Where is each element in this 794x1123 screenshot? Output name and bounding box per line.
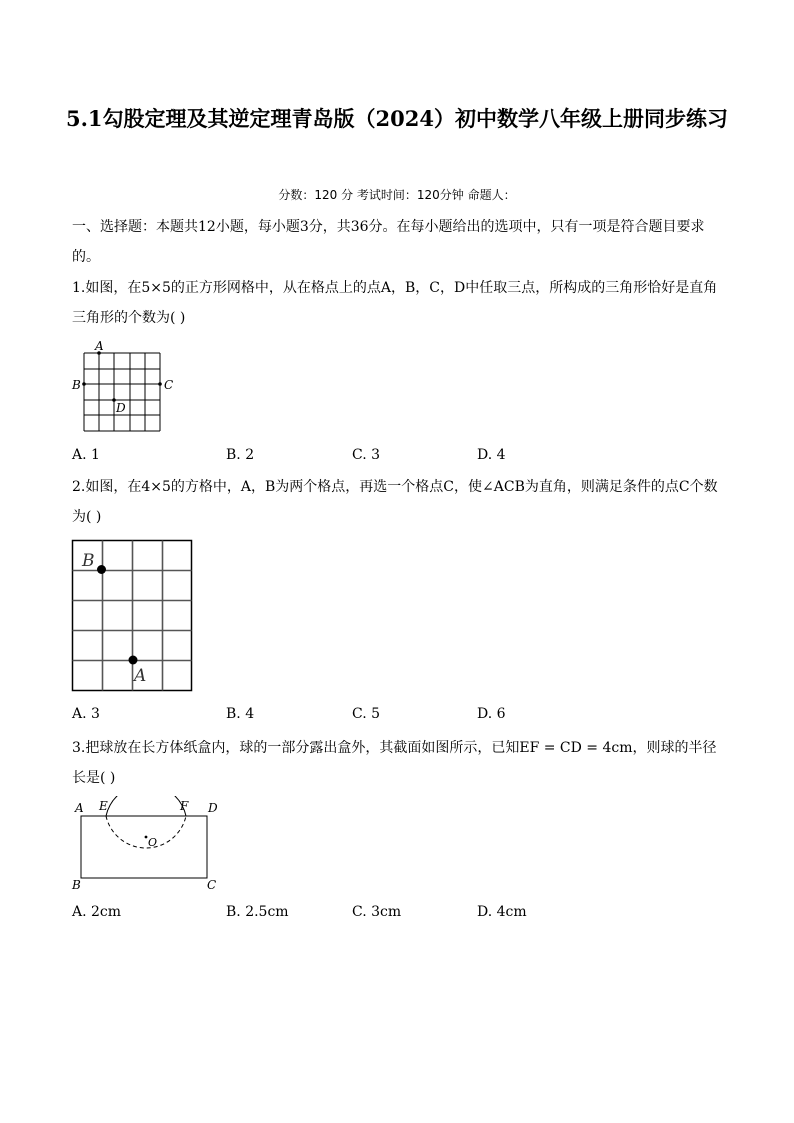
question-1-option-a[interactable]: A. 1 bbox=[72, 447, 100, 463]
point-b bbox=[97, 565, 106, 574]
circle-arc-inside bbox=[106, 816, 186, 848]
question-3-option-d[interactable]: D. 4cm bbox=[477, 904, 527, 920]
label-c: C bbox=[164, 378, 174, 392]
question-2-grid-figure bbox=[70, 538, 195, 694]
label-f: F bbox=[180, 799, 189, 813]
label-o: O bbox=[148, 836, 158, 849]
label-b: B bbox=[72, 378, 81, 392]
box-rectangle bbox=[81, 816, 207, 878]
label-a: A bbox=[134, 666, 147, 686]
label-b: B bbox=[82, 551, 95, 571]
label-d: D bbox=[116, 401, 126, 415]
question-2-option-b[interactable]: B. 4 bbox=[226, 706, 255, 722]
question-2-option-c[interactable]: C. 5 bbox=[352, 706, 381, 722]
label-a: A bbox=[95, 339, 104, 353]
label-b: B bbox=[72, 878, 81, 892]
point-b bbox=[82, 382, 86, 386]
question-2-option-d[interactable]: D. 6 bbox=[477, 706, 506, 722]
question-3-text: 3.把球放在长方体纸盒内，球的一部分露出盒外，其截面如图所示，已知EF = CD = 4cm，则球的半径长是( ) bbox=[72, 740, 717, 786]
label-c: C bbox=[207, 878, 217, 892]
question-2-option-a[interactable]: A. 3 bbox=[72, 706, 100, 722]
question-2-text: 2.如图，在4×5的方格中，A，B为两个格点，再选一个格点C，使∠ACB为直角，则满足条件的点C个数为( ) bbox=[72, 479, 718, 525]
question-1-option-d[interactable]: D. 4 bbox=[477, 447, 506, 463]
point-a bbox=[129, 656, 138, 665]
question-1-grid-figure bbox=[70, 338, 185, 438]
question-1-option-b[interactable]: B. 2 bbox=[226, 447, 255, 463]
question-3-cross-section-figure bbox=[66, 796, 226, 896]
question-3-option-b[interactable]: B. 2.5cm bbox=[226, 904, 289, 920]
exam-meta: 分数：120 分 考试时间：120分钟 命题人： bbox=[278, 188, 516, 202]
label-a: A bbox=[75, 801, 84, 815]
question-1-text: 1.如图，在5×5的正方形网格中，从在格点上的点A，B，C，D中任取三点，所构成的三角形恰好是直角三角形的个数为( ) bbox=[72, 280, 718, 326]
section-heading: 一、选择题：本题共12小题，每小题3分，共36分。在每小题给出的选项中，只有一项是符合题目要求的。 bbox=[72, 219, 705, 265]
point-c bbox=[158, 382, 162, 386]
circle-arc-outside bbox=[106, 796, 186, 816]
center-point bbox=[145, 836, 148, 839]
label-d: D bbox=[208, 801, 218, 815]
question-1-option-c[interactable]: C. 3 bbox=[352, 447, 381, 463]
question-3-option-c[interactable]: C. 3cm bbox=[352, 904, 402, 920]
label-e: E bbox=[99, 799, 108, 813]
document-title: 5.1勾股定理及其逆定理青岛版（2024）初中数学八年级上册同步练习 bbox=[66, 106, 728, 131]
question-3-option-a[interactable]: A. 2cm bbox=[72, 904, 122, 920]
